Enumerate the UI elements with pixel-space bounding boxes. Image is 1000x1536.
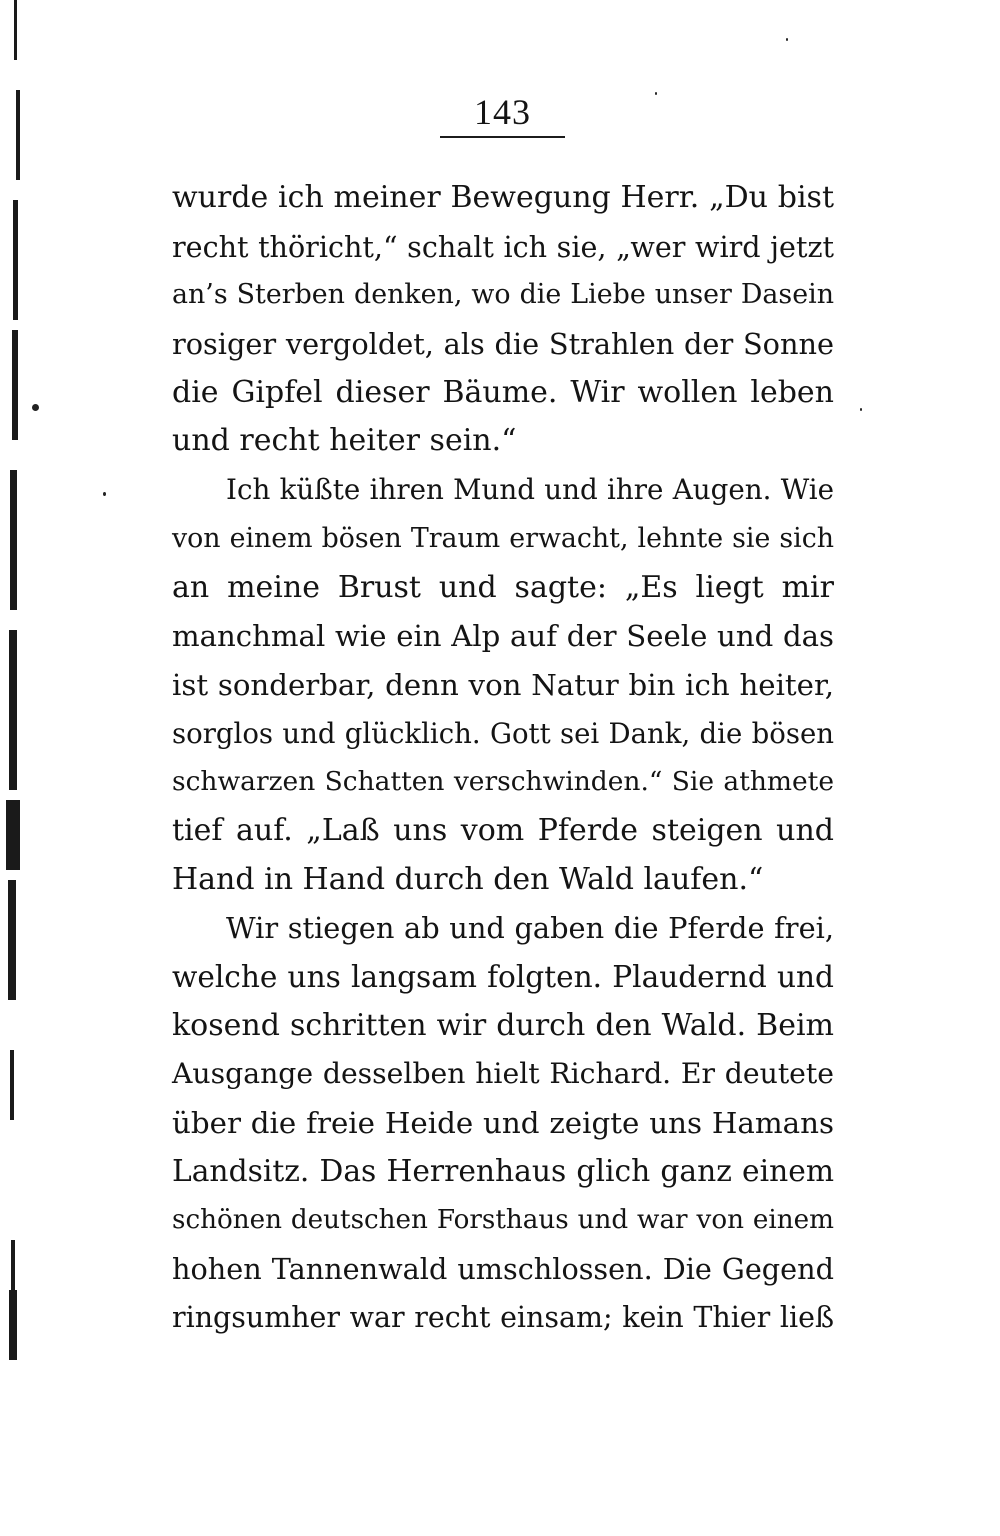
text-line: von einem bösen Traum erwacht, lehnte sie sich: [172, 522, 834, 554]
text-line: kosend schritten wir durch den Wald. Beim: [172, 1007, 834, 1043]
text-line: an meine Brust und sagte: „Es liegt mir: [172, 569, 834, 605]
text-line: und recht heiter sein.“: [172, 423, 517, 459]
text-line: sorglos und glücklich. Gott sei Dank, die bösen: [172, 717, 834, 750]
text-line: Wir stiegen ab und gaben die Pferde frei,: [226, 911, 834, 946]
text-line: ist sonderbar, denn von Natur bin ich heiter,: [172, 667, 834, 702]
print-speck: [786, 38, 788, 41]
text-line: Ich küßte ihren Mund und ihre Augen. Wie: [226, 473, 834, 507]
text-line: rosiger vergoldet, als die Strahlen der Sonne: [172, 327, 834, 362]
text-line: Ausgange desselben hielt Richard. Er deutete: [172, 1057, 834, 1091]
text-line: manchmal wie ein Alp auf der Seele und das: [172, 619, 834, 654]
print-speck: [655, 92, 657, 95]
paragraph: [172, 174, 834, 466]
print-speck: [860, 408, 862, 411]
text-line: schwarzen Schatten verschwinden.“ Sie athmete: [172, 766, 834, 798]
paragraph: [172, 466, 834, 904]
text-line: die Gipfel dieser Bäume. Wir wollen leben: [172, 374, 834, 410]
paragraph: [172, 904, 834, 1342]
scanned-binding-edge: [0, 0, 30, 1536]
text-line: Landsitz. Das Herrenhaus glich ganz einem: [172, 1153, 834, 1189]
text-line: Hand in Hand durch den Wald laufen.“: [172, 861, 764, 897]
text-line: welche uns langsam folgten. Plaudernd und: [172, 960, 834, 994]
page-number-rule: [440, 136, 565, 138]
body-text: [172, 174, 834, 1343]
text-line: recht thöricht,“ schalt ich sie, „wer wird jetzt: [172, 229, 834, 264]
text-line: über die freie Heide und zeigte uns Hamans: [172, 1106, 834, 1141]
text-line: an’s Sterben denken, wo die Liebe unser Dasein: [172, 279, 834, 311]
text-line: tief auf. „Laß uns vom Pferde steigen und: [172, 812, 834, 848]
print-speck: [32, 404, 39, 411]
text-line: wurde ich meiner Bewegung Herr. „Du bist: [172, 180, 834, 215]
text-line: hohen Tannenwald umschlossen. Die Gegend: [172, 1252, 834, 1287]
print-speck: [103, 492, 106, 496]
page-number: 143: [474, 92, 531, 132]
text-line: ringsumher war recht einsam; kein Thier ließ: [172, 1300, 834, 1334]
text-line: schönen deutschen Forsthaus und war von einem: [172, 1205, 834, 1236]
